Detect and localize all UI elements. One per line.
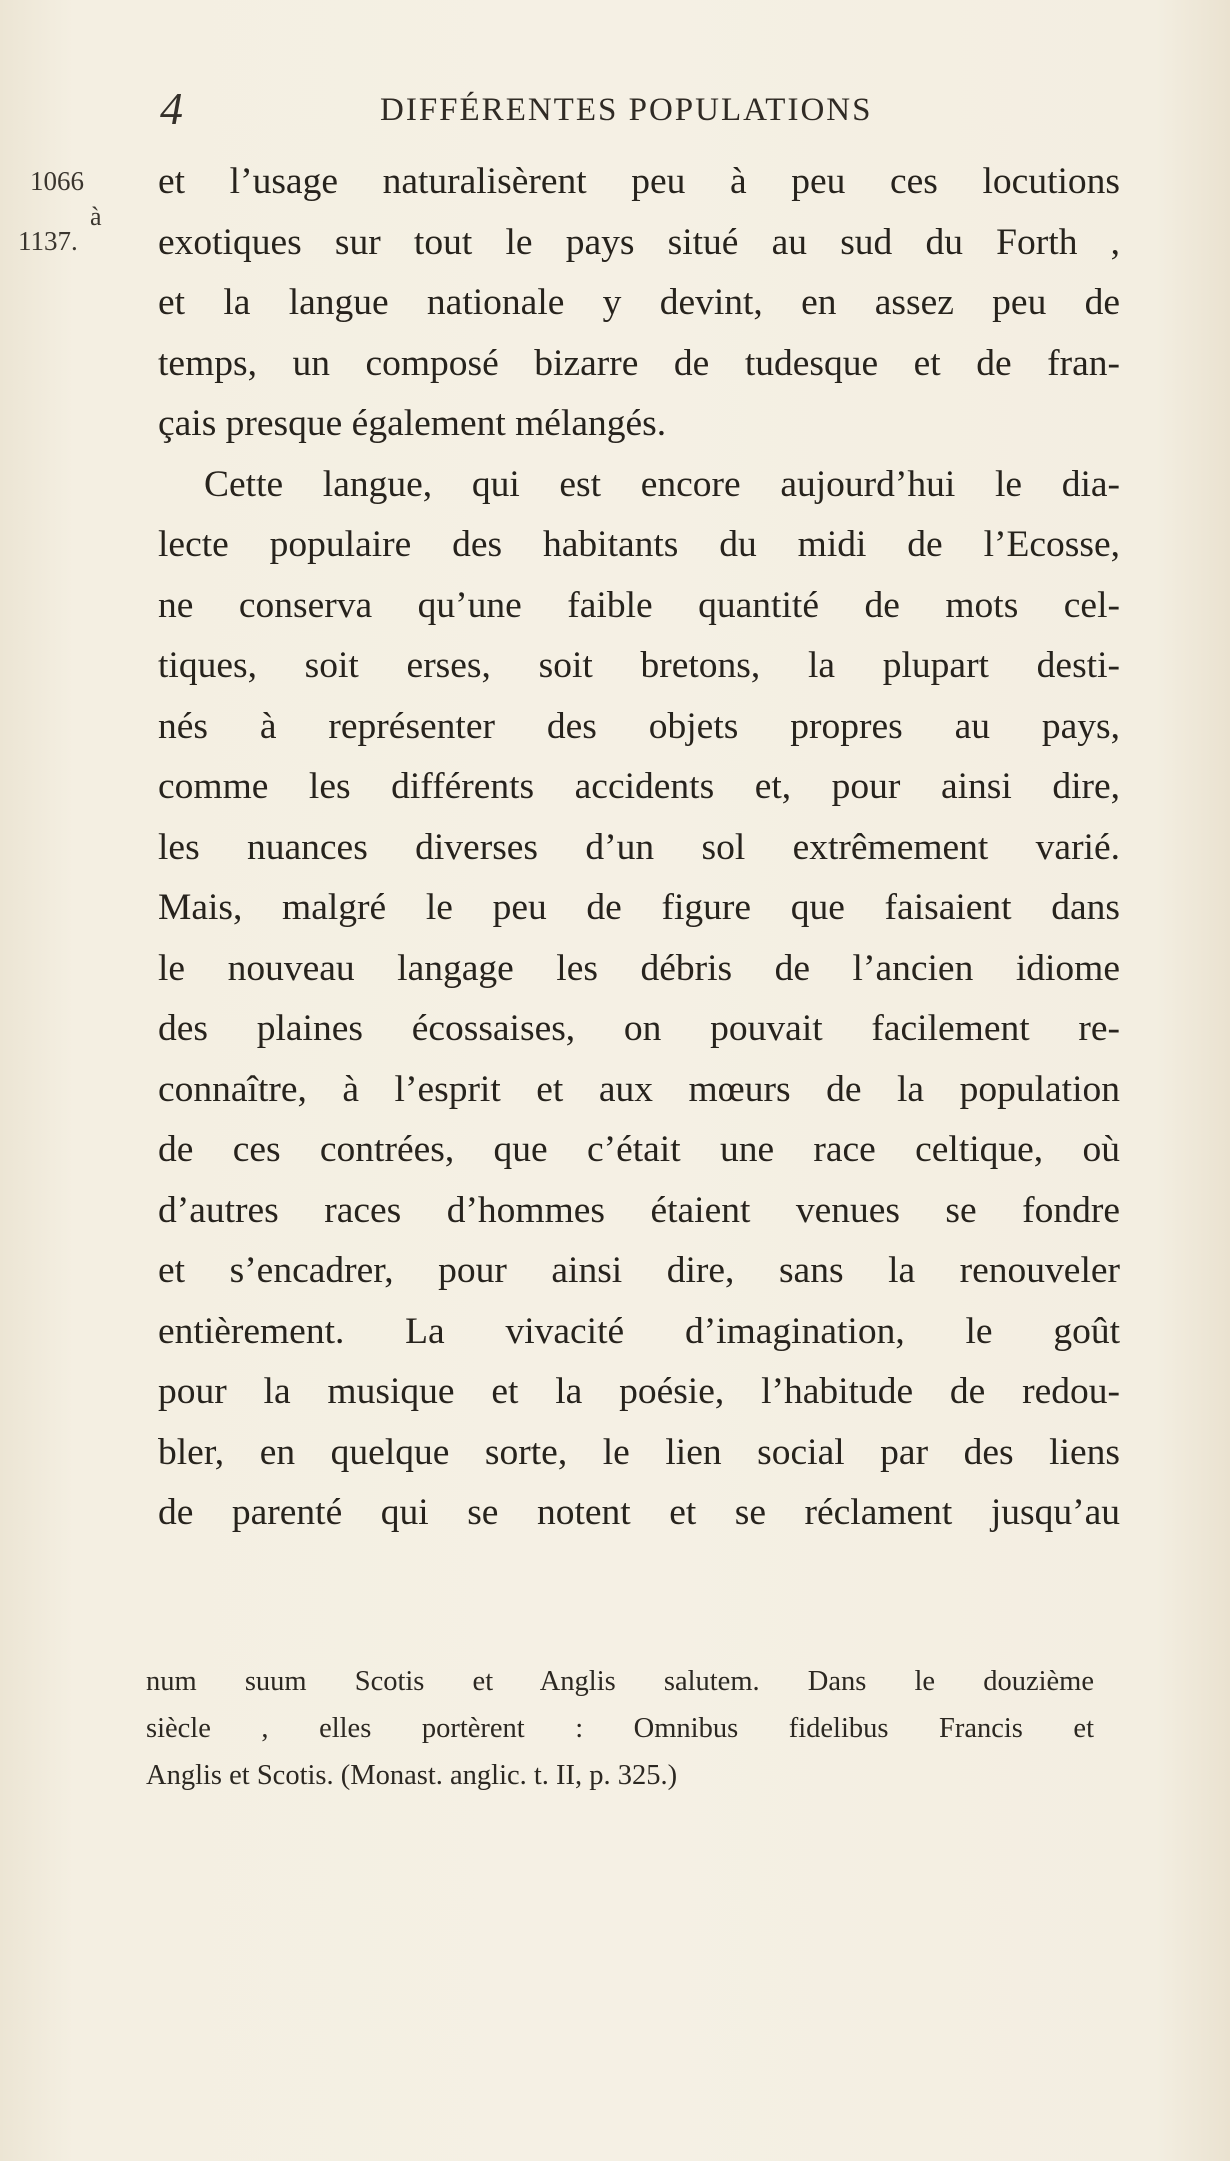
page-header (0, 84, 1230, 134)
margin-date-start: 1066 (30, 166, 84, 196)
text-line: exotiques sur tout le pays situé au sud du Forth , (158, 221, 1120, 263)
text-line: des plaines écossaises, on pouvait facilement re- (158, 1008, 1120, 1049)
text-line: tiques, soit erses, soit bretons, la plupart desti- (158, 645, 1120, 686)
footnote-line: siècle , elles portèrent : Omnibus fidelibus Francis et (146, 1713, 1094, 1744)
margin-date-end: 1137. (18, 226, 78, 256)
text-line: nés à représenter des objets propres au pays, (158, 705, 1120, 747)
text-line: connaître, à l’esprit et aux mœurs de la population (158, 1068, 1120, 1110)
text-line: comme les différents accidents et, pour ainsi dire, (158, 766, 1120, 807)
text-line: pour la musique et la poésie, l’habitude de redou- (158, 1371, 1120, 1412)
text-line: et s’encadrer, pour ainsi dire, sans la renouveler (158, 1250, 1120, 1291)
text-line: de ces contrées, que c’était une race celtique, où (158, 1129, 1120, 1170)
margin-date-separator: à (90, 202, 102, 231)
page-number: 4 (160, 83, 183, 134)
text-line: Cette langue, qui est encore aujourd’hui le dia- (204, 463, 1120, 505)
text-line: entièrement. La vivacité d’imagination, le goût (158, 1310, 1120, 1352)
text-line: Mais, malgré le peu de figure que faisaient dans (158, 887, 1120, 928)
footnote (146, 1658, 1094, 1799)
text-line: lecte populaire des habitants du midi de l’Ecosse, (158, 524, 1120, 565)
text-line: temps, un composé bizarre de tudesque et de fran- (158, 342, 1120, 384)
text-line: ne conserva qu’une faible quantité de mots cel- (158, 584, 1120, 626)
text-line: de parenté qui se notent et se réclament jusqu’au (158, 1492, 1120, 1533)
text-line: bler, en quelque sorte, le lien social par des liens (158, 1431, 1120, 1473)
footnote-line: Anglis et Scotis. (Monast. anglic. t. II, p. 325.) (146, 1760, 678, 1791)
footnote-line: num suum Scotis et Anglis salutem. Dans le douzième (146, 1666, 1094, 1697)
text-line: le nouveau langage les débris de l’ancien idiome (158, 947, 1120, 989)
text-line: et la langue nationale y devint, en assez peu de (158, 282, 1120, 323)
text-line: çais presque également mélangés. (158, 403, 667, 444)
text-line: les nuances diverses d’un sol extrêmement varié. (158, 826, 1120, 868)
text-line: d’autres races d’hommes étaient venues se fondre (158, 1189, 1120, 1231)
body-text (158, 152, 1120, 1544)
running-title: DIFFÉRENTES POPULATIONS (380, 92, 873, 128)
text-line: et l’usage naturalisèrent peu à peu ces locutions (158, 161, 1120, 202)
